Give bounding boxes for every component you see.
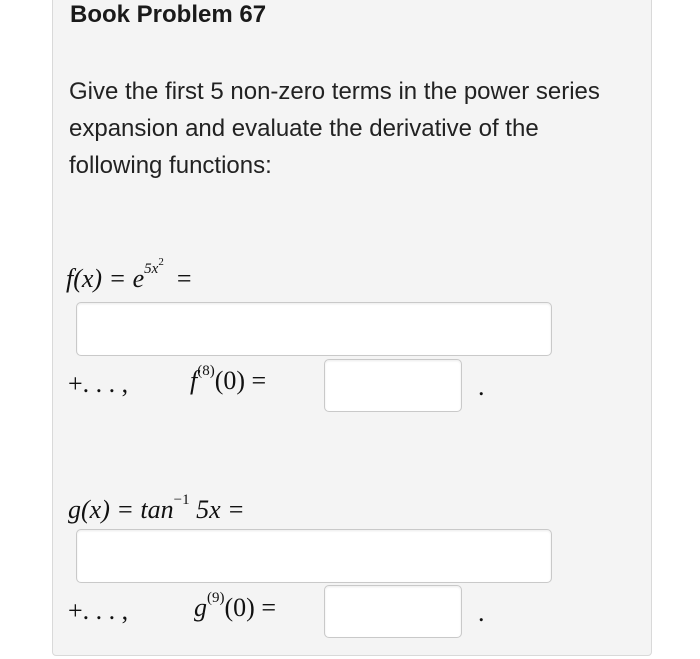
g-derivative-input[interactable]: [324, 585, 462, 638]
g-function-label: g(x) = tan: [68, 495, 174, 524]
f-function-expression: [66, 256, 192, 294]
g-derivative-arg: (0) =: [224, 593, 276, 622]
f-derivative-input[interactable]: [324, 359, 462, 412]
f-derivative-order: (8): [197, 363, 215, 380]
f-exponent-power: 2: [158, 256, 164, 269]
f-series-input[interactable]: [76, 302, 552, 356]
g-function-expression: [68, 492, 245, 525]
g-derivative-fn: g: [194, 593, 207, 622]
g-derivative-expression: [194, 590, 276, 623]
g-continuation: +. . . ,: [68, 596, 129, 625]
g-series-input[interactable]: [76, 529, 552, 583]
f-period: .: [478, 372, 485, 401]
g-period: .: [478, 598, 485, 627]
f-derivative-fn: f: [190, 366, 198, 395]
g-inverse-power: −1: [173, 492, 190, 509]
g-derivative-order: (9): [207, 590, 225, 607]
f-continuation: +. . . ,: [68, 369, 129, 398]
f-equals: =: [176, 264, 192, 293]
problem-prompt: Give the first 5 non-zero terms in the power series expansion and evaluate the derivative of the following functions:: [69, 78, 600, 179]
f-function-label: f(x) = e: [66, 264, 145, 293]
g-argument: 5x =: [196, 495, 245, 524]
f-derivative-arg: (0) =: [214, 366, 267, 395]
f-exponent-base: 5x: [144, 261, 159, 278]
f-derivative-expression: [190, 363, 267, 396]
problem-title: Book Problem 67: [70, 1, 267, 28]
